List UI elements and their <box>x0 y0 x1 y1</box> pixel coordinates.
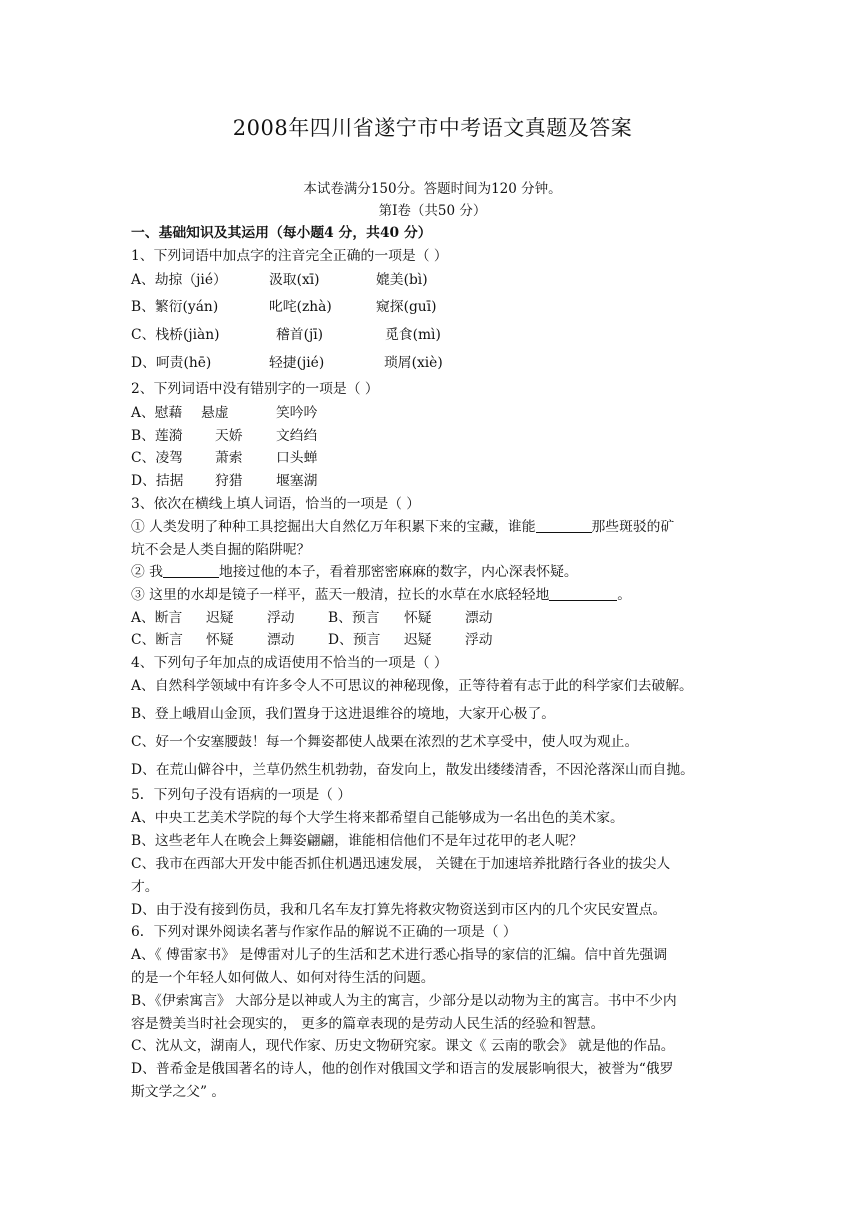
question-5-option-c-cont: 才。 <box>131 879 159 895</box>
question-6-stem: 6．下列对课外阅读名著与作家作品的解说不正确的一项是（ ） <box>131 924 517 940</box>
question-1-option-a <box>131 268 428 288</box>
q3-s2-text-a: ② 我 <box>131 564 163 580</box>
question-2-option-b <box>131 424 317 444</box>
q2-c-word-1: C、凌驾 <box>131 450 183 466</box>
q2-b-word-1: B、莲漪 <box>131 428 183 444</box>
q3-s1-text-a: ① 人类发明了种种工具挖掘出大自然亿万年积累下来的宝藏，谁能 <box>131 519 536 535</box>
question-6-option-d-cont: 斯文学之父” 。 <box>131 1084 226 1100</box>
question-2-option-d <box>131 469 317 489</box>
q1-b-word-1: B、繁衍(yán) <box>131 299 219 315</box>
question-3-sentence-1-cont: 坑不会是人类自掘的陷阱呢？ <box>131 542 311 558</box>
q2-d-word-1: D、拮据 <box>131 473 184 489</box>
q2-c-word-3: 口头蝉 <box>276 450 318 466</box>
exam-intro: 本试卷满分150分。答题时间为120 分钟。 <box>303 181 562 197</box>
question-3-sentence-3 <box>131 583 631 603</box>
q2-a-word-2: 悬虚 <box>201 405 229 421</box>
question-1-option-c <box>131 323 441 343</box>
q3-c-word-3: 漂动 <box>267 632 295 648</box>
q3-blank-1[interactable] <box>536 518 592 533</box>
q3-a-word-3: 浮动 <box>267 610 295 626</box>
question-6-option-a-cont: 的是一个年轻人如何做人、如何对待生活的问题。 <box>131 970 435 986</box>
q3-blank-3[interactable] <box>549 586 617 601</box>
question-2-option-c <box>131 446 317 466</box>
question-6-option-d: D、普希金是俄国著名的诗人，他的创作对俄国文学和语言的发展影响很大，被誉为“俄罗 <box>131 1061 674 1077</box>
q3-c-word-1: C、断言 <box>131 632 183 648</box>
q3-a-word-2: 迟疑 <box>206 610 234 626</box>
q3-s2-text-b: 地接过他的本子，看着那密密麻麻的数字，内心深表怀疑。 <box>218 564 578 580</box>
q3-s1-text-b: 那些斑驳的矿 <box>591 519 675 535</box>
q2-a-word-1: A、慰藉 <box>131 405 183 421</box>
question-2-stem: 2、下列词语中没有错别字的一项是（ ） <box>131 381 379 397</box>
q3-b-word-2: 怀疑 <box>404 610 432 626</box>
q3-c-word-2: 怀疑 <box>206 632 234 648</box>
page-title: 2008年四川省遂宁市中考语文真题及答案 <box>232 116 633 140</box>
section-heading: 一、基础知识及其运用（每小题4 分，共40 分） <box>131 225 432 241</box>
question-1-stem: 1、下列词语中加点字的注音完全正确的一项是（ ） <box>131 248 448 264</box>
question-2-option-a <box>131 401 317 421</box>
question-4-stem: 4、下列句子年加点的成语使用不恰当的一项是（ ） <box>131 655 448 671</box>
question-3-stem: 3、依次在横线上填人词语，恰当的一项是（ ） <box>131 496 421 512</box>
q3-d-word-3: 浮动 <box>465 632 493 648</box>
q3-a-word-1: A、断言 <box>131 610 183 626</box>
question-6-option-b: B、《伊索寓言》 大部分是以神或人为主的寓言，少部分是以动物为主的寓言。书中不少内 <box>131 993 677 1009</box>
q1-b-word-2: 叱咤(zhà) <box>269 299 332 315</box>
q2-a-word-3: 笑吟吟 <box>276 405 318 421</box>
q1-d-word-1: D、呵责(hē) <box>131 355 212 371</box>
q3-blank-2[interactable] <box>163 563 219 578</box>
question-1-option-b <box>131 295 437 315</box>
q1-c-word-1: C、栈桥(jiàn) <box>131 327 220 343</box>
question-5-option-c: C、我市在西部大开发中能否抓住机遇迅速发展， 关键在于加速培养批踏行各业的拔尖人 <box>131 856 671 872</box>
question-5-option-d: D、由于没有接到伤员，我和几名车友打算先将救灾物资送到市区内的几个灾民安置点。 <box>131 902 667 918</box>
q1-a-word-2: 汲取(xī) <box>269 272 320 288</box>
question-6-option-c: C、沈从文，湖南人，现代作家、历史文物研究家。课文《 云南的歌会》 就是他的作品。 <box>131 1038 675 1054</box>
q2-d-word-2: 狩猎 <box>215 473 243 489</box>
question-5-option-b: B、这些老年人在晚会上舞姿翩翩，谁能相信他们不是年过花甲的老人呢？ <box>131 833 583 849</box>
question-3-sentence-2 <box>131 560 578 580</box>
question-6-option-a: A、《 傅雷家书》 是傅雷对儿子的生活和艺术进行悉心指导的家信的汇编。信中首先强调 <box>131 947 668 963</box>
q1-a-word-1: A、劫掠（jié） <box>131 272 227 288</box>
q2-b-word-2: 天娇 <box>215 428 243 444</box>
question-4-option-a: A、自然科学领域中有许多令人不可思议的神秘现像，正等待着有志于此的科学家们去破解。 <box>131 678 693 694</box>
q3-s3-text-b: 。 <box>617 587 632 603</box>
q2-b-word-3: 文绉绉 <box>276 428 318 444</box>
q3-b-word-1: B、预言 <box>328 610 380 626</box>
question-4-option-c: C、好一个安塞腰鼓！每一个舞姿都使人战栗在浓烈的艺术享受中，使人叹为观止。 <box>131 734 639 750</box>
q3-d-word-2: 迟疑 <box>404 632 432 648</box>
question-5-stem: 5．下列句子没有语病的一项是（ ） <box>131 787 352 803</box>
q2-d-word-3: 堰塞湖 <box>276 473 318 489</box>
part-heading: 第Ⅰ卷（共50 分） <box>378 203 487 219</box>
q1-a-word-3: 媲美(bì) <box>376 272 428 288</box>
q3-b-word-3: 漂动 <box>465 610 493 626</box>
q1-b-word-3: 窥探(guī) <box>376 299 437 315</box>
question-5-option-a: A、中央工艺美术学院的每个大学生将来都希望自己能够成为一名出色的美术家。 <box>131 810 624 826</box>
q1-d-word-3: 琐屑(xiè) <box>384 355 443 371</box>
question-4-option-b: B、登上峨眉山金顶，我们置身于这进退维谷的境地，大家开心极了。 <box>131 706 556 722</box>
question-6-option-b-cont: 容是赞美当时社会现实的， 更多的篇章表现的是劳动人民生活的经验和智慧。 <box>131 1016 605 1032</box>
q1-c-word-3: 觅食(mì) <box>385 327 441 343</box>
question-4-option-d: D、在荒山僻谷中，兰草仍然生机勃勃，奋发向上，散发出缕缕清香，不因沦落深山而自抛。 <box>131 762 694 778</box>
q2-c-word-2: 萧索 <box>215 450 243 466</box>
q3-s3-text-a: ③ 这里的水却是镜子一样平，蓝天一般清，拉长的水草在水底轻轻地 <box>131 587 550 603</box>
q3-d-word-1: D、预言 <box>328 632 381 648</box>
question-3-options-ab <box>131 606 493 626</box>
question-3-options-cd <box>131 628 493 648</box>
q1-c-word-2: 稽首(jī) <box>276 327 324 343</box>
q1-d-word-2: 轻捷(jié) <box>269 355 325 371</box>
question-3-sentence-1 <box>131 515 674 535</box>
question-1-option-d <box>131 351 443 371</box>
